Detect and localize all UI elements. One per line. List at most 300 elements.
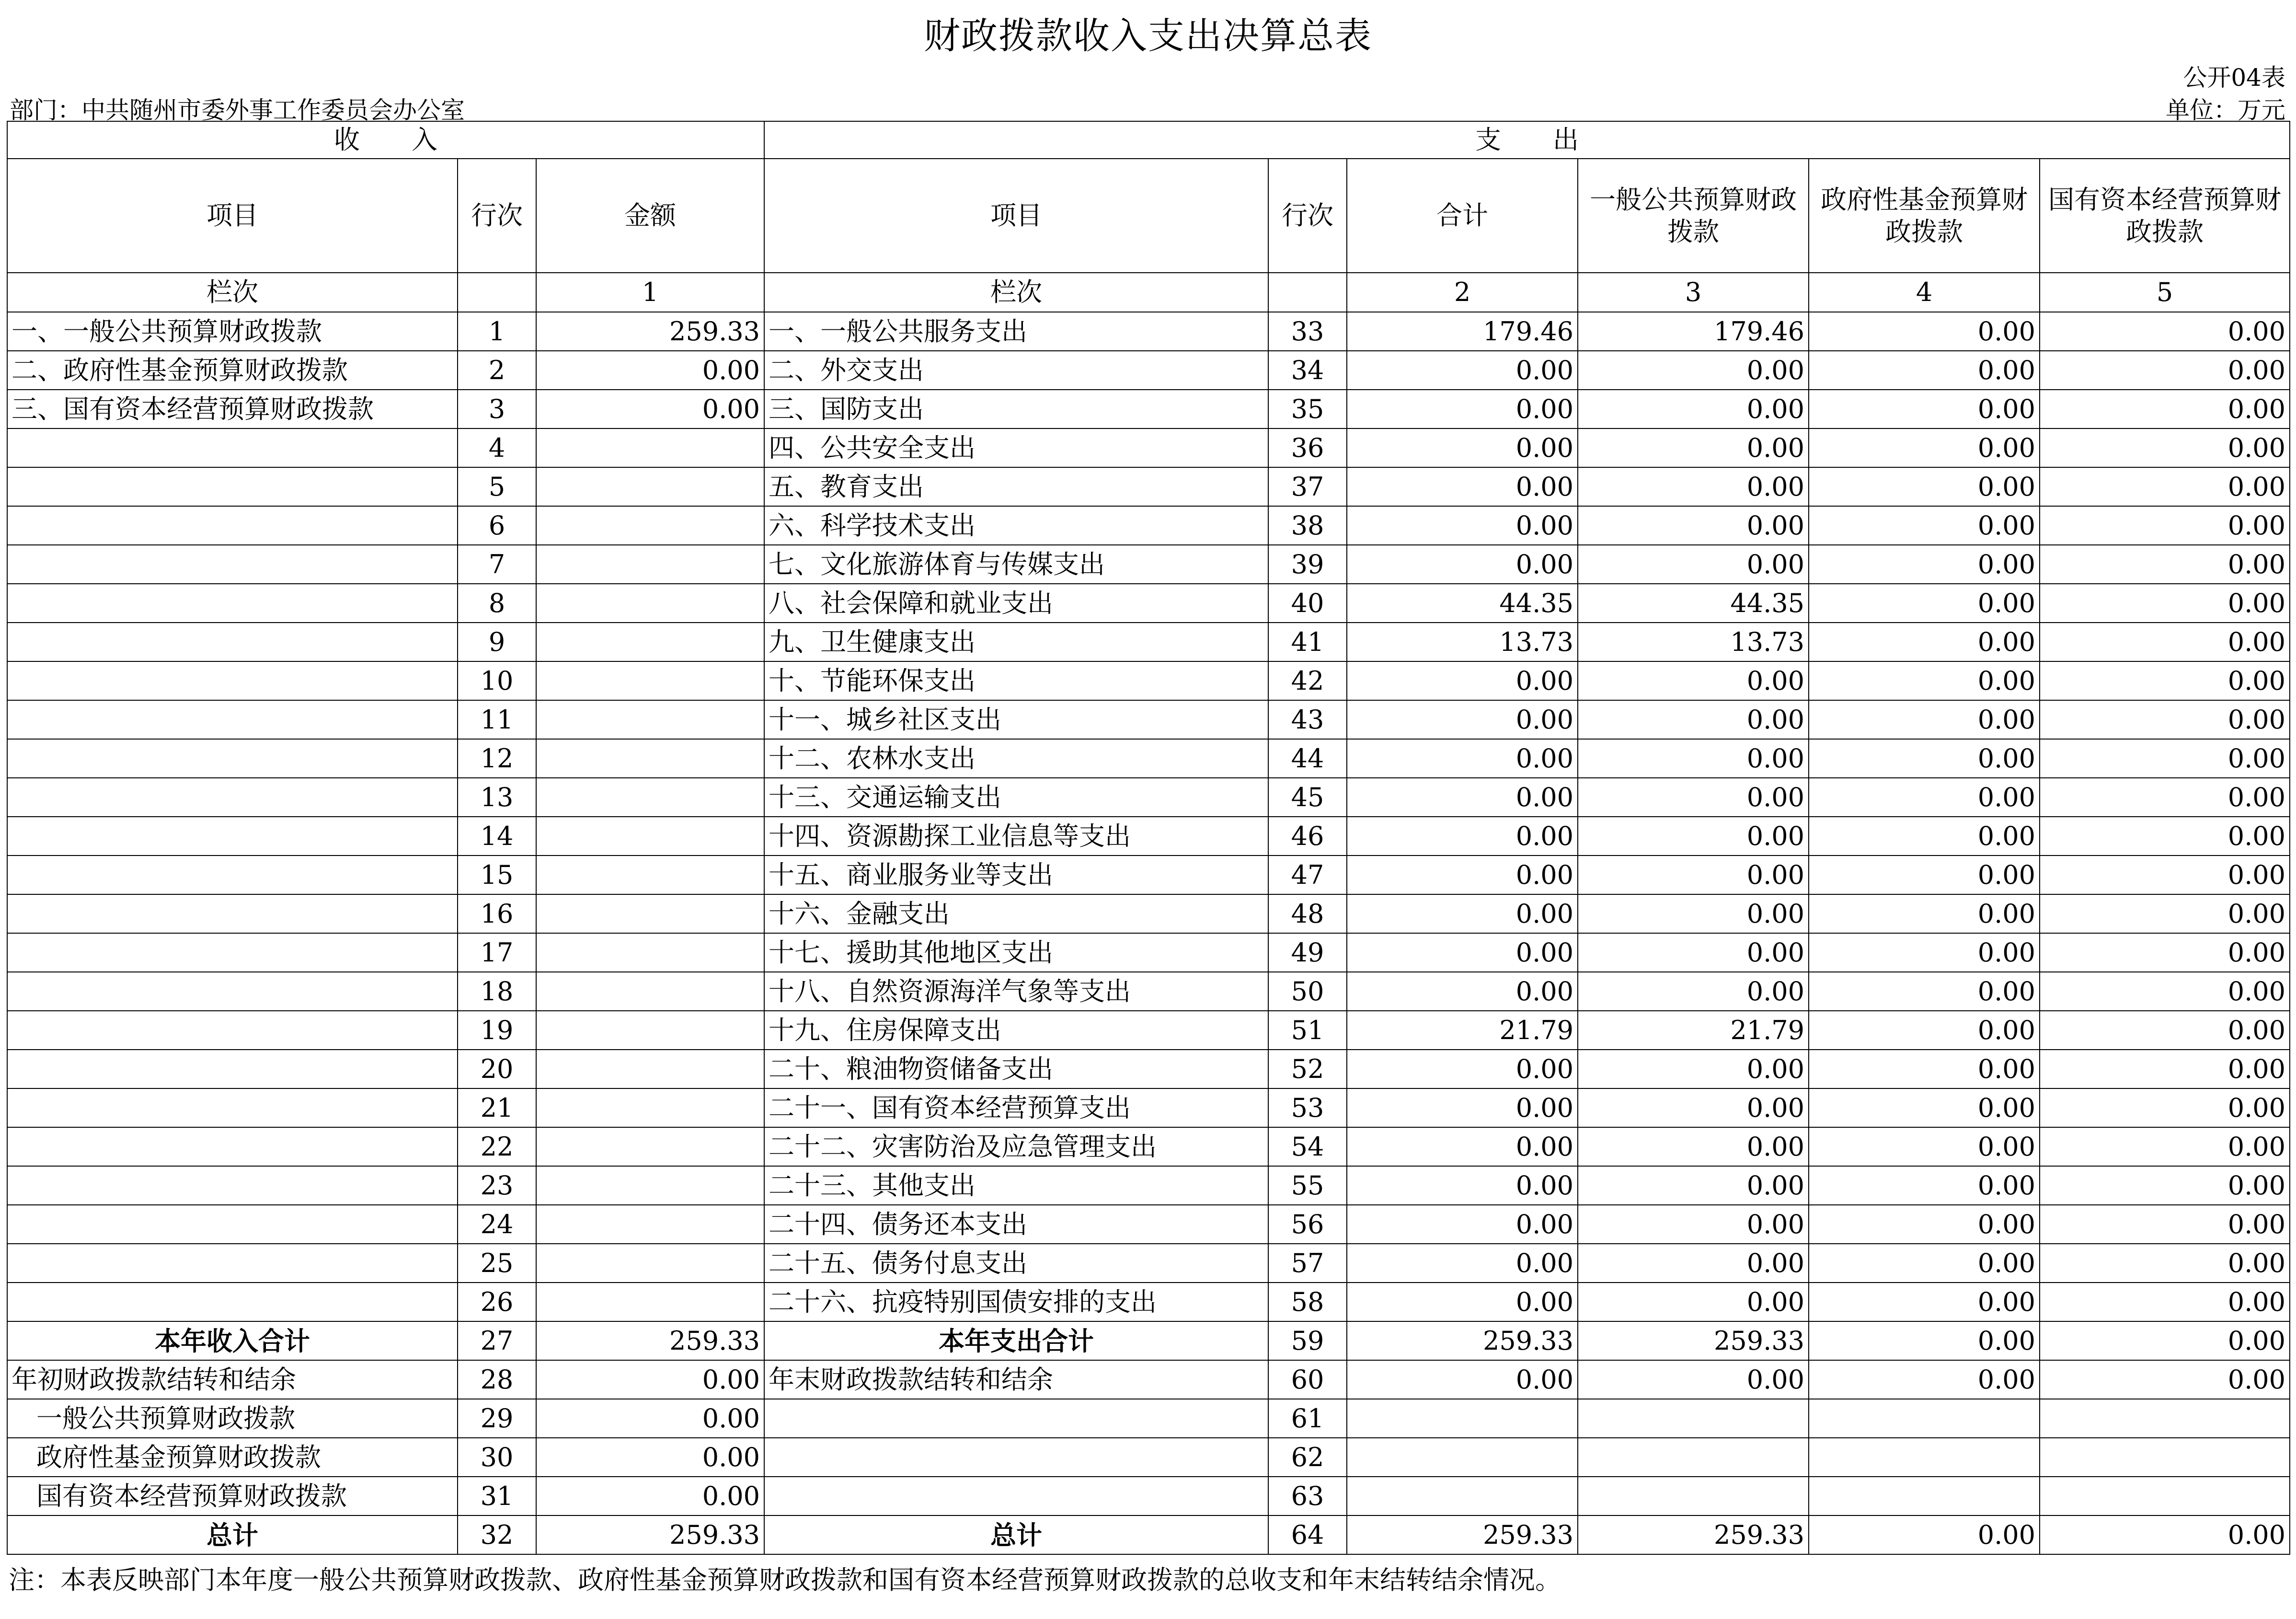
expense-row-no-cell: 45 (1268, 778, 1347, 817)
income-item-cell: 二、政府性基金预算财政拨款 (7, 351, 458, 390)
expense-state-cell: 0.00 (2040, 1011, 2290, 1050)
header-income-item: 项目 (7, 159, 458, 273)
expense-fund-cell: 0.00 (1809, 428, 2040, 467)
income-item-cell: 政府性基金预算财政拨款 (7, 1438, 458, 1477)
income-amount-cell: 0.00 (536, 390, 764, 428)
expense-fund-cell: 0.00 (1809, 1321, 2040, 1360)
expense-general-cell: 44.35 (1578, 584, 1809, 623)
expense-state-cell: 0.00 (2040, 856, 2290, 894)
fiscal-summary-table (7, 121, 2290, 1555)
table-row (7, 1050, 2290, 1088)
income-row-no-cell: 30 (458, 1438, 536, 1477)
income-item-cell (7, 1283, 458, 1321)
table-row (7, 894, 2290, 933)
income-amount-cell: 0.00 (536, 1360, 764, 1399)
income-amount-cell (536, 972, 764, 1011)
expense-row-no-cell: 36 (1268, 428, 1347, 467)
expense-general-cell: 0.00 (1578, 1283, 1809, 1321)
expense-fund-cell: 0.00 (1809, 1515, 2040, 1554)
header-expense-item: 项目 (764, 159, 1268, 273)
expense-fund-cell: 0.00 (1809, 545, 2040, 584)
header-income-amount: 金额 (536, 159, 764, 273)
expense-fund-cell: 0.00 (1809, 467, 2040, 506)
expense-item-cell (764, 1399, 1268, 1438)
lanci-income-label: 栏次 (7, 273, 458, 312)
income-row-no-cell: 31 (458, 1477, 536, 1515)
expense-general-cell: 0.00 (1578, 933, 1809, 972)
expense-item-cell: 三、国防支出 (764, 390, 1268, 428)
expense-fund-cell: 0.00 (1809, 312, 2040, 351)
income-amount-cell (536, 545, 764, 584)
expense-total-cell: 0.00 (1347, 661, 1578, 700)
expense-state-cell: 0.00 (2040, 467, 2290, 506)
expense-general-cell (1578, 1477, 1809, 1515)
expense-state-cell: 0.00 (2040, 817, 2290, 856)
expense-total-cell: 0.00 (1347, 1050, 1578, 1088)
income-item-cell: 一般公共预算财政拨款 (7, 1399, 458, 1438)
expense-row-no-cell: 38 (1268, 506, 1347, 545)
income-row-no-cell: 16 (458, 894, 536, 933)
income-item-cell (7, 778, 458, 817)
expense-general-cell: 0.00 (1578, 739, 1809, 778)
expense-state-cell: 0.00 (2040, 584, 2290, 623)
expense-item-cell: 六、科学技术支出 (764, 506, 1268, 545)
expense-general-cell: 0.00 (1578, 1088, 1809, 1127)
expense-item-cell: 四、公共安全支出 (764, 428, 1268, 467)
table-row (7, 467, 2290, 506)
expense-row-no-cell: 42 (1268, 661, 1347, 700)
table-row (7, 856, 2290, 894)
column-number-row (7, 273, 2290, 312)
income-row-no-cell: 12 (458, 739, 536, 778)
expense-general-cell: 0.00 (1578, 1166, 1809, 1205)
expense-total-cell: 179.46 (1347, 312, 1578, 351)
income-row-no-cell: 3 (458, 390, 536, 428)
income-item-cell (7, 584, 458, 623)
expense-row-no-cell: 41 (1268, 623, 1347, 661)
expense-general-cell: 0.00 (1578, 661, 1809, 700)
expense-item-cell: 二十三、其他支出 (764, 1166, 1268, 1205)
expense-row-no-cell: 58 (1268, 1283, 1347, 1321)
expense-fund-cell: 0.00 (1809, 623, 2040, 661)
expense-fund-cell (1809, 1477, 2040, 1515)
expense-total-cell: 0.00 (1347, 1166, 1578, 1205)
income-row-no-cell: 26 (458, 1283, 536, 1321)
table-row (7, 1438, 2290, 1477)
income-row-no-cell: 22 (458, 1127, 536, 1166)
expense-total-cell: 0.00 (1347, 390, 1578, 428)
header-total: 合计 (1347, 159, 1578, 273)
expense-fund-cell: 0.00 (1809, 1127, 2040, 1166)
lanci-col-2: 2 (1347, 273, 1578, 312)
expense-state-cell: 0.00 (2040, 312, 2290, 351)
income-item-cell (7, 1050, 458, 1088)
expense-fund-cell: 0.00 (1809, 661, 2040, 700)
expense-total-cell: 0.00 (1347, 545, 1578, 584)
income-row-no-cell: 2 (458, 351, 536, 390)
expense-total-cell: 259.33 (1347, 1515, 1578, 1554)
expense-fund-cell: 0.00 (1809, 390, 2040, 428)
expense-general-cell: 0.00 (1578, 894, 1809, 933)
expense-general-cell: 0.00 (1578, 856, 1809, 894)
income-item-cell (7, 1244, 458, 1283)
expense-item-cell: 八、社会保障和就业支出 (764, 584, 1268, 623)
expense-row-no-cell: 44 (1268, 739, 1347, 778)
income-item-cell: 一、一般公共预算财政拨款 (7, 312, 458, 351)
income-amount-cell (536, 1166, 764, 1205)
expense-state-cell: 0.00 (2040, 428, 2290, 467)
expense-item-cell: 二十二、灾害防治及应急管理支出 (764, 1127, 1268, 1166)
income-row-no-cell: 19 (458, 1011, 536, 1050)
expense-state-cell: 0.00 (2040, 700, 2290, 739)
income-item-cell (7, 1166, 458, 1205)
expense-row-no-cell: 60 (1268, 1360, 1347, 1399)
income-amount-cell (536, 1205, 764, 1244)
expense-fund-cell: 0.00 (1809, 894, 2040, 933)
income-row-no-cell: 11 (458, 700, 536, 739)
expense-state-cell (2040, 1438, 2290, 1477)
table-row (7, 700, 2290, 739)
expense-item-cell: 总计 (764, 1515, 1268, 1554)
income-item-cell: 本年收入合计 (7, 1321, 458, 1360)
expense-row-no-cell: 63 (1268, 1477, 1347, 1515)
expense-total-cell: 0.00 (1347, 700, 1578, 739)
income-amount-cell (536, 817, 764, 856)
table-row (7, 739, 2290, 778)
expense-row-no-cell: 34 (1268, 351, 1347, 390)
expense-total-cell: 0.00 (1347, 739, 1578, 778)
income-item-cell (7, 894, 458, 933)
income-amount-cell (536, 506, 764, 545)
header-gov-fund: 政府性基金预算财政拨款 (1809, 159, 2040, 273)
income-row-no-cell: 4 (458, 428, 536, 467)
expense-total-cell: 0.00 (1347, 428, 1578, 467)
income-amount-cell (536, 467, 764, 506)
expense-fund-cell: 0.00 (1809, 1088, 2040, 1127)
expense-state-cell: 0.00 (2040, 933, 2290, 972)
expense-fund-cell: 0.00 (1809, 1166, 2040, 1205)
income-item-cell (7, 817, 458, 856)
expense-total-cell: 0.00 (1347, 933, 1578, 972)
income-amount-cell (536, 428, 764, 467)
income-amount-cell (536, 1050, 764, 1088)
expense-general-cell (1578, 1399, 1809, 1438)
expense-total-cell: 0.00 (1347, 467, 1578, 506)
income-amount-cell (536, 739, 764, 778)
section-income: 收 入 (7, 121, 764, 159)
expense-item-cell: 七、文化旅游体育与传媒支出 (764, 545, 1268, 584)
income-amount-cell (536, 700, 764, 739)
table-row (7, 661, 2290, 700)
column-header-row (7, 159, 2290, 273)
income-item-cell (7, 545, 458, 584)
expense-item-cell: 年末财政拨款结转和结余 (764, 1360, 1268, 1399)
expense-row-no-cell: 48 (1268, 894, 1347, 933)
expense-fund-cell: 0.00 (1809, 933, 2040, 972)
table-row (7, 1166, 2290, 1205)
table-row (7, 545, 2290, 584)
income-amount-cell (536, 623, 764, 661)
expense-total-cell (1347, 1477, 1578, 1515)
income-item-cell (7, 1127, 458, 1166)
income-row-no-cell: 17 (458, 933, 536, 972)
income-item-cell (7, 661, 458, 700)
expense-item-cell: 十、节能环保支出 (764, 661, 1268, 700)
expense-total-cell: 0.00 (1347, 856, 1578, 894)
expense-state-cell: 0.00 (2040, 1283, 2290, 1321)
expense-general-cell: 259.33 (1578, 1515, 1809, 1554)
table-row (7, 506, 2290, 545)
table-row (7, 623, 2290, 661)
table-row (7, 584, 2290, 623)
lanci-col-4: 4 (1809, 273, 2040, 312)
expense-general-cell: 0.00 (1578, 700, 1809, 739)
table-row (7, 972, 2290, 1011)
income-row-no-cell: 28 (458, 1360, 536, 1399)
expense-total-cell (1347, 1399, 1578, 1438)
income-amount-cell: 0.00 (536, 351, 764, 390)
expense-fund-cell: 0.00 (1809, 506, 2040, 545)
income-item-cell (7, 428, 458, 467)
expense-row-no-cell: 37 (1268, 467, 1347, 506)
expense-fund-cell: 0.00 (1809, 584, 2040, 623)
expense-row-no-cell: 33 (1268, 312, 1347, 351)
income-item-cell (7, 700, 458, 739)
income-item-cell: 国有资本经营预算财政拨款 (7, 1477, 458, 1515)
expense-fund-cell: 0.00 (1809, 1205, 2040, 1244)
expense-item-cell: 二十五、债务付息支出 (764, 1244, 1268, 1283)
expense-general-cell: 0.00 (1578, 778, 1809, 817)
expense-item-cell: 二十一、国有资本经营预算支出 (764, 1088, 1268, 1127)
income-item-cell (7, 467, 458, 506)
expense-row-no-cell: 59 (1268, 1321, 1347, 1360)
expense-row-no-cell: 47 (1268, 856, 1347, 894)
expense-row-no-cell: 54 (1268, 1127, 1347, 1166)
expense-item-cell: 一、一般公共服务支出 (764, 312, 1268, 351)
income-row-no-cell: 7 (458, 545, 536, 584)
income-item-cell (7, 1088, 458, 1127)
expense-general-cell: 179.46 (1578, 312, 1809, 351)
expense-general-cell: 0.00 (1578, 506, 1809, 545)
expense-state-cell: 0.00 (2040, 1515, 2290, 1554)
expense-general-cell: 0.00 (1578, 351, 1809, 390)
lanci-col-3: 3 (1578, 273, 1809, 312)
expense-general-cell: 0.00 (1578, 1050, 1809, 1088)
table-row (7, 1283, 2290, 1321)
expense-item-cell: 十四、资源勘探工业信息等支出 (764, 817, 1268, 856)
expense-fund-cell: 0.00 (1809, 1011, 2040, 1050)
expense-fund-cell: 0.00 (1809, 856, 2040, 894)
expense-total-cell: 0.00 (1347, 506, 1578, 545)
income-row-no-cell: 21 (458, 1088, 536, 1127)
expense-row-no-cell: 35 (1268, 390, 1347, 428)
table-row (7, 351, 2290, 390)
header-income-row-no: 行次 (458, 159, 536, 273)
expense-item-cell: 十五、商业服务业等支出 (764, 856, 1268, 894)
expense-general-cell: 0.00 (1578, 390, 1809, 428)
income-amount-cell: 259.33 (536, 1321, 764, 1360)
unit-label: 单位：万元 (2166, 96, 2285, 124)
expense-row-no-cell: 53 (1268, 1088, 1347, 1127)
expense-fund-cell: 0.00 (1809, 1244, 2040, 1283)
expense-state-cell: 0.00 (2040, 623, 2290, 661)
expense-item-cell: 本年支出合计 (764, 1321, 1268, 1360)
expense-row-no-cell: 56 (1268, 1205, 1347, 1244)
expense-row-no-cell: 64 (1268, 1515, 1347, 1554)
table-row (7, 1360, 2290, 1399)
expense-fund-cell: 0.00 (1809, 778, 2040, 817)
expense-fund-cell: 0.00 (1809, 351, 2040, 390)
expense-item-cell: 二十六、抗疫特别国债安排的支出 (764, 1283, 1268, 1321)
expense-fund-cell: 0.00 (1809, 700, 2040, 739)
expense-state-cell: 0.00 (2040, 1321, 2290, 1360)
expense-row-no-cell: 51 (1268, 1011, 1347, 1050)
section-expense: 支 出 (764, 121, 2290, 159)
expense-general-cell: 0.00 (1578, 1205, 1809, 1244)
department-row (7, 88, 2289, 124)
expense-row-no-cell: 43 (1268, 700, 1347, 739)
table-row (7, 1205, 2290, 1244)
income-amount-cell: 259.33 (536, 312, 764, 351)
title-row (7, 0, 2289, 56)
expense-total-cell: 44.35 (1347, 584, 1578, 623)
lanci-blank (458, 273, 536, 312)
expense-item-cell: 十一、城乡社区支出 (764, 700, 1268, 739)
expense-state-cell: 0.00 (2040, 972, 2290, 1011)
income-item-cell (7, 1011, 458, 1050)
table-row (7, 1515, 2290, 1554)
expense-state-cell (2040, 1477, 2290, 1515)
income-amount-cell (536, 778, 764, 817)
income-row-no-cell: 25 (458, 1244, 536, 1283)
expense-state-cell: 0.00 (2040, 1205, 2290, 1244)
income-item-cell (7, 933, 458, 972)
income-row-no-cell: 27 (458, 1321, 536, 1360)
expense-state-cell (2040, 1399, 2290, 1438)
expense-total-cell: 0.00 (1347, 972, 1578, 1011)
expense-row-no-cell: 50 (1268, 972, 1347, 1011)
expense-general-cell: 0.00 (1578, 428, 1809, 467)
expense-fund-cell (1809, 1438, 2040, 1477)
income-amount-cell (536, 933, 764, 972)
lanci-blank (1268, 273, 1347, 312)
expense-row-no-cell: 49 (1268, 933, 1347, 972)
income-row-no-cell: 23 (458, 1166, 536, 1205)
income-item-cell: 总计 (7, 1515, 458, 1554)
expense-state-cell: 0.00 (2040, 1127, 2290, 1166)
expense-total-cell: 0.00 (1347, 817, 1578, 856)
expense-fund-cell (1809, 1399, 2040, 1438)
footnote: 注：本表反映部门本年度一般公共预算财政拨款、政府性基金预算财政拨款和国有资本经营预算财政拨款的总收支和年末结转结余情况。 (9, 1565, 1561, 1595)
income-amount-cell (536, 1088, 764, 1127)
form-code-row (7, 56, 2289, 92)
income-amount-cell (536, 661, 764, 700)
expense-fund-cell: 0.00 (1809, 1360, 2040, 1399)
expense-general-cell: 13.73 (1578, 623, 1809, 661)
expense-general-cell: 0.00 (1578, 545, 1809, 584)
expense-row-no-cell: 55 (1268, 1166, 1347, 1205)
table-row (7, 933, 2290, 972)
expense-general-cell: 259.33 (1578, 1321, 1809, 1360)
expense-item-cell: 十二、农林水支出 (764, 739, 1268, 778)
expense-total-cell: 0.00 (1347, 1360, 1578, 1399)
expense-total-cell: 0.00 (1347, 1127, 1578, 1166)
income-row-no-cell: 32 (458, 1515, 536, 1554)
section-header-row (7, 121, 2290, 159)
lanci-col-5: 5 (2040, 273, 2290, 312)
header-general-budget: 一般公共预算财政拨款 (1578, 159, 1809, 273)
expense-state-cell: 0.00 (2040, 1244, 2290, 1283)
expense-total-cell: 259.33 (1347, 1321, 1578, 1360)
report-title: 财政拨款收入支出决算总表 (924, 14, 1372, 57)
expense-fund-cell: 0.00 (1809, 1283, 2040, 1321)
expense-state-cell: 0.00 (2040, 1166, 2290, 1205)
income-amount-cell: 259.33 (536, 1515, 764, 1554)
expense-fund-cell: 0.00 (1809, 972, 2040, 1011)
expense-general-cell: 0.00 (1578, 1360, 1809, 1399)
expense-item-cell: 十八、自然资源海洋气象等支出 (764, 972, 1268, 1011)
income-amount-cell (536, 1283, 764, 1321)
expense-total-cell: 0.00 (1347, 778, 1578, 817)
expense-item-cell (764, 1477, 1268, 1515)
table-row (7, 817, 2290, 856)
expense-item-cell: 二、外交支出 (764, 351, 1268, 390)
expense-general-cell: 0.00 (1578, 1127, 1809, 1166)
expense-item-cell: 五、教育支出 (764, 467, 1268, 506)
expense-general-cell: 0.00 (1578, 972, 1809, 1011)
income-row-no-cell: 10 (458, 661, 536, 700)
income-amount-cell (536, 1011, 764, 1050)
expense-state-cell: 0.00 (2040, 506, 2290, 545)
income-row-no-cell: 13 (458, 778, 536, 817)
department-label: 部门：中共随州市委外事工作委员会办公室 (10, 96, 465, 124)
income-amount-cell: 0.00 (536, 1438, 764, 1477)
expense-fund-cell: 0.00 (1809, 739, 2040, 778)
expense-row-no-cell: 39 (1268, 545, 1347, 584)
expense-general-cell: 0.00 (1578, 817, 1809, 856)
income-amount-cell (536, 856, 764, 894)
table-row (7, 1011, 2290, 1050)
expense-item-cell: 十六、金融支出 (764, 894, 1268, 933)
income-item-cell: 年初财政拨款结转和结余 (7, 1360, 458, 1399)
expense-total-cell: 13.73 (1347, 623, 1578, 661)
expense-general-cell (1578, 1438, 1809, 1477)
expense-item-cell: 十三、交通运输支出 (764, 778, 1268, 817)
expense-state-cell: 0.00 (2040, 1088, 2290, 1127)
income-row-no-cell: 29 (458, 1399, 536, 1438)
expense-item-cell: 十九、住房保障支出 (764, 1011, 1268, 1050)
income-amount-cell: 0.00 (536, 1477, 764, 1515)
expense-total-cell: 0.00 (1347, 1205, 1578, 1244)
income-item-cell: 三、国有资本经营预算财政拨款 (7, 390, 458, 428)
expense-item-cell: 十七、援助其他地区支出 (764, 933, 1268, 972)
income-row-no-cell: 8 (458, 584, 536, 623)
expense-row-no-cell: 40 (1268, 584, 1347, 623)
form-code: 公开04表 (2183, 64, 2285, 92)
expense-total-cell: 21.79 (1347, 1011, 1578, 1050)
income-row-no-cell: 18 (458, 972, 536, 1011)
expense-item-cell (764, 1438, 1268, 1477)
expense-item-cell: 二十、粮油物资储备支出 (764, 1050, 1268, 1088)
table-row (7, 312, 2290, 351)
income-row-no-cell: 6 (458, 506, 536, 545)
table-row (7, 390, 2290, 428)
expense-row-no-cell: 62 (1268, 1438, 1347, 1477)
table-row (7, 1088, 2290, 1127)
income-item-cell (7, 972, 458, 1011)
expense-total-cell: 0.00 (1347, 1088, 1578, 1127)
income-item-cell (7, 506, 458, 545)
